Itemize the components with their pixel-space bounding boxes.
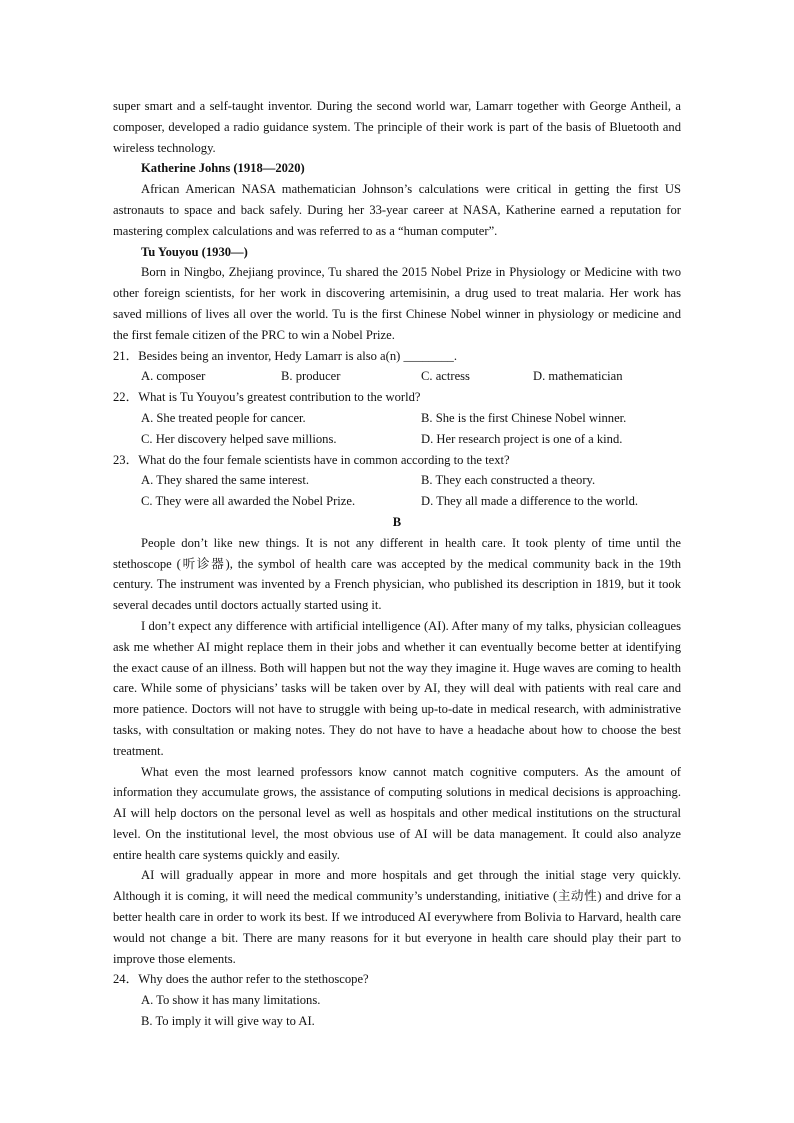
exam-page	[113, 96, 681, 1032]
question-22-option-a: A. She treated people for cancer.	[141, 410, 306, 425]
question-21-option-a: A. composer	[141, 369, 206, 384]
section-b-paragraph-3: What even the most learned professors know cannot match cognitive computers. As the amount of information they accumulate grows, the assistance of computing solutions in medical decisions is approaching. AI will help doctors on the personal level as well as hospitals and other medical institutions on the structural level. On the institutional level, the most obvious use of AI will be data management. It could also analyze entire health care systems quickly and easily.	[113, 764, 681, 862]
question-21-option-c: C. actress	[421, 369, 470, 384]
question-21-option-d: D. mathematician	[533, 369, 623, 384]
section-b-label: B	[392, 514, 402, 529]
question-22-stem: 22．What is Tu Youyou’s greatest contribution to the world?	[113, 390, 421, 405]
question-24-option-b: B. To imply it will give way to AI.	[141, 1014, 315, 1029]
tu-paragraph: Born in Ningbo, Zhejiang province, Tu shared the 2015 Nobel Prize in Physiology or Medicine with two other foreign scientists, for her work in discovering artemisinin, a drug used to treat malaria. Her work has saved millions of lives all over the world. Tu is the first Chinese Nobel winner in physiology or medicine and the first female citizen of the PRC to win a Nobel Prize.	[113, 265, 681, 342]
question-24-stem: 24．Why does the author refer to the stethoscope?	[113, 972, 369, 987]
question-21-stem: 21．Besides being an inventor, Hedy Lamarr is also a(n) ________.	[113, 348, 457, 363]
question-21-option-b: B. producer	[281, 369, 341, 384]
johns-paragraph: African American NASA mathematician Johnson’s calculations were critical in getting the first US astronauts to space and back safely. During her 33-year career at NASA, Katherine earned a reputation for mastering complex calculations and was referred to as a “human computer”.	[113, 182, 681, 238]
question-22-option-d: D. Her research project is one of a kind.	[421, 431, 623, 446]
question-23-options	[113, 470, 681, 512]
question-22-option-b: B. She is the first Chinese Nobel winner.	[421, 410, 627, 425]
section-b-paragraph-2: I don’t expect any difference with artificial intelligence (AI). After many of my talks, physician colleagues ask me whether AI might replace them in their jobs and whether it can eventually become better at identifying the exact cause of an illness. Both will happen but not the way they imagine it. Huge waves are coming to health care. While some of physicians’ tasks will be taken over by AI, they will deal with patients with real care and more patience. Doctors will not have to struggle with being up-to-date in medical research, with administrative tasks, with consultation or making notes. They do not have to have a headache about how to choose the best treatment.	[113, 618, 681, 758]
question-22-options	[113, 408, 681, 450]
question-23-option-c: C. They were all awarded the Nobel Prize.	[141, 494, 356, 509]
question-24-options	[113, 990, 681, 1032]
question-21-options	[113, 366, 681, 387]
johns-heading: Katherine Johns (1918—2020)	[141, 161, 305, 176]
question-23-option-a: A. They shared the same interest.	[141, 473, 309, 488]
question-24-option-a: A. To show it has many limitations.	[141, 993, 321, 1008]
question-23-option-b: B. They each constructed a theory.	[421, 473, 596, 488]
question-23-stem: 23．What do the four female scientists have in common according to the text?	[113, 452, 510, 467]
question-22-option-c: C. Her discovery helped save millions.	[141, 431, 337, 446]
tu-heading: Tu Youyou (1930—)	[141, 244, 248, 259]
section-b-paragraph-1: People don’t like new things. It is not any different in health care. It took plenty of time until the stethoscope (听诊器), the symbol of health care was accepted by the medical community back in the 19th century. The instrument was invented by a French physician, who published its description in 1819, but it took several decades until doctors actually started using it.	[113, 535, 681, 613]
lamarr-paragraph-continued: super smart and a self-taught inventor. During the second world war, Lamarr together with George Antheil, a composer, developed a radio guidance system. The principle of their work is part of the basis of Bluetooth and wireless technology.	[113, 99, 681, 155]
section-b-paragraph-4: AI will gradually appear in more and more hospitals and get through the initial stage very quickly. Although it is coming, it will need the medical community’s understanding, initiative (主动性) and drive for a better health care in order to work its best. If we introduced AI everywhere from Bolivia to Harvard, health care would not change a bit. There are many reasons for it but everyone in health care should play their part to improve those elements.	[113, 868, 681, 966]
question-23-option-d: D. They all made a difference to the world.	[421, 494, 639, 509]
